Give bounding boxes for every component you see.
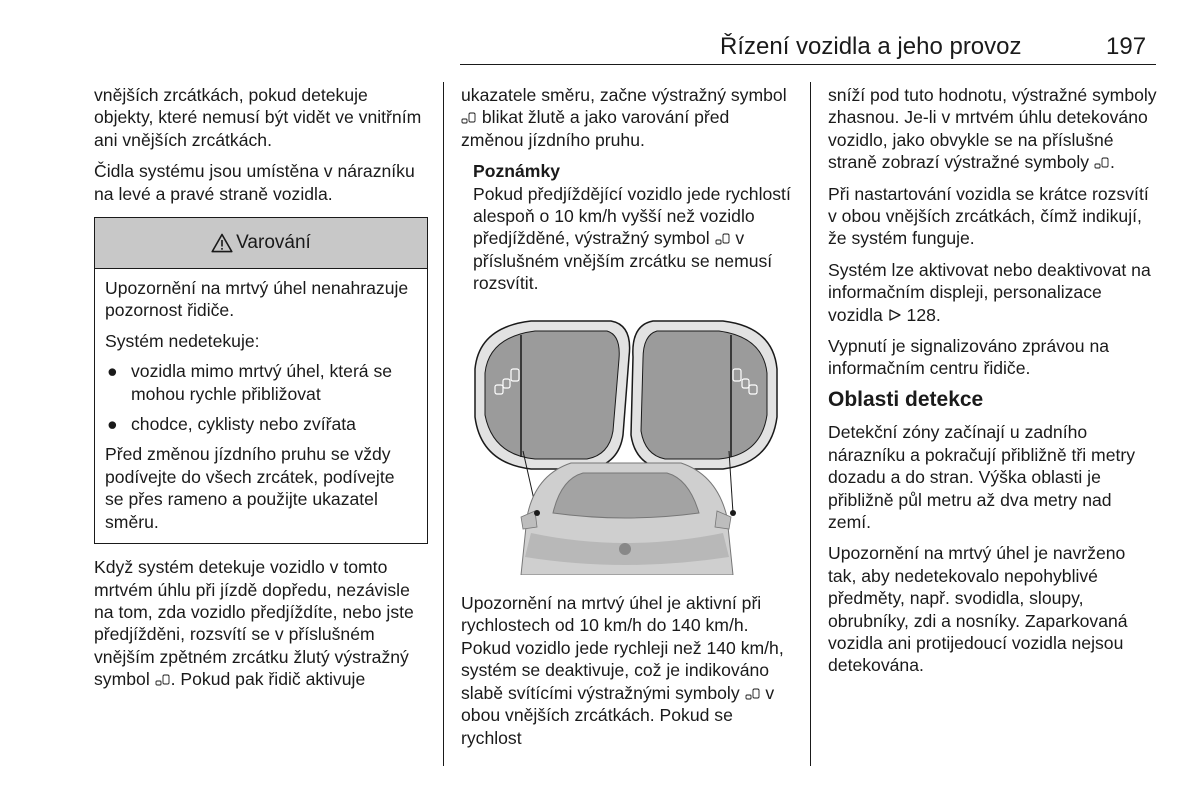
page-reference[interactable]: 128. bbox=[901, 304, 941, 325]
page-header-title: Řízení vozidla a jeho provoz bbox=[720, 33, 1022, 60]
column-divider-right bbox=[810, 82, 811, 766]
mirror-illustration bbox=[461, 317, 789, 575]
page-number: 197 bbox=[1106, 33, 1147, 60]
text-run: blikat žlutě a jako varování před změnou jízdního pruhu. bbox=[461, 107, 730, 150]
paragraph: Při nastartování vozidla se krátce rozsvítí v obou vnějších zrcátkách, čímž indikují, že systém funguje. bbox=[828, 183, 1149, 249]
blind-spot-warning-icon bbox=[1094, 156, 1110, 170]
blind-spot-warning-icon bbox=[155, 673, 171, 687]
warning-triangle-icon bbox=[211, 233, 233, 253]
paragraph: Detekční zóny začínají u zadního nárazníku a pokračují přibližně tři metry dozadu a do stran. Výška oblasti je přibližně půl metru až dva metry nad zemí. bbox=[828, 422, 1136, 532]
list-item bbox=[105, 360, 417, 405]
page-reference-arrow-icon[interactable] bbox=[888, 308, 902, 322]
bullet-icon: ● bbox=[107, 361, 118, 382]
paragraph: Čidla systému jsou umístěna v nárazníku na levé a pravé straně vozidla. bbox=[94, 161, 415, 204]
list-item-text: vozidla mimo mrtvý úhel, která se mohou rychle přibližovat bbox=[131, 361, 393, 404]
blind-spot-warning-icon bbox=[715, 232, 731, 246]
text-run: . Pokud pak řidič aktivuje bbox=[170, 669, 366, 690]
bullet-icon: ● bbox=[107, 414, 118, 435]
text-run: ukazatele směru, začne výstražný symbol bbox=[461, 85, 787, 105]
paragraph bbox=[94, 556, 428, 690]
header-rule bbox=[460, 64, 1156, 65]
paragraph bbox=[461, 592, 796, 749]
text-run: sníží pod tuto hodnotu, výstražné symboly zhasnou. Je-li v mrtvém úhlu detekováno vozidlo, jako obvykle se na příslušné straně zobrazí výstražné symboly bbox=[828, 85, 1157, 173]
list-item-text: chodce, cyklisty nebo zvířata bbox=[131, 414, 356, 435]
paragraph: Upozornění na mrtvý úhel je navrženo tak, aby nedetekovalo nepohyblivé předměty, např. svodidla, sloupy, obrubníky, zdi a nosníky. Zaparkovaná vozidla ani protijedoucí vozidla nejsou detekována. bbox=[828, 543, 1128, 676]
warning-body bbox=[95, 269, 427, 543]
column-1 bbox=[94, 84, 428, 700]
list-item bbox=[105, 413, 417, 435]
warning-text: Upozornění na mrtvý úhel nenahrazuje pozornost řidiče. bbox=[105, 278, 409, 321]
column-3 bbox=[828, 84, 1158, 686]
column-divider-left bbox=[443, 82, 444, 766]
text-run: Upozornění na mrtvý úhel je aktivní při rychlostech od 10 km/h do 140 km/h. Pokud vozidlo jede rychleji než 140 km/h, systém se deaktivuje, což je indikováno slabě svítícími výstražnými symboly bbox=[461, 593, 784, 703]
paragraph: vnějších zrcátkách, pokud detekuje objekty, které nemusí být vidět ve vnitřním ani vnějších zrcátkách. bbox=[94, 85, 422, 150]
paragraph: Vypnutí je signalizováno zprávou na informačním centru řidiče. bbox=[828, 336, 1110, 379]
warning-box bbox=[94, 217, 428, 544]
warning-title: Varování bbox=[236, 231, 311, 253]
car-rear-illustration bbox=[521, 463, 736, 575]
text-run: v obou vnějších zrcátkách. Pokud se rychlost bbox=[461, 682, 775, 748]
text-run: v příslušném vnějším zrcátku se nemusí rozsvítit. bbox=[473, 228, 773, 294]
blind-spot-warning-icon bbox=[461, 111, 477, 125]
warning-text: Systém nedetekuje: bbox=[105, 330, 260, 351]
column-2 bbox=[461, 84, 796, 758]
section-heading: Oblasti detekce bbox=[828, 387, 984, 411]
text-run: Systém lze aktivovat nebo deaktivovat na informačním displeji, personalizace vozidla bbox=[828, 259, 1151, 325]
note-text bbox=[473, 183, 796, 295]
note-box bbox=[461, 160, 796, 294]
paragraph bbox=[461, 84, 796, 151]
text-run: Pokud předjíždějící vozidlo jede rychlostí alespoň o 10 km/h vyšší než vozidlo předjížděné, výstražný symbol bbox=[473, 183, 791, 249]
paragraph bbox=[828, 84, 1158, 174]
warning-text: Před změnou jízdního pruhu se vždy podívejte do všech zrcátek, podívejte se přes rameno a použijte ukazatel směru. bbox=[105, 444, 395, 532]
note-title: Poznámky bbox=[473, 161, 561, 182]
warning-header bbox=[95, 218, 427, 269]
text-run: . bbox=[1109, 152, 1115, 173]
text-run: Když systém detekuje vozidlo v tomto mrtvém úhlu při jízdě dopředu, nezávisle na tom, zda vozidlo předjíždíte, nebo jste předjížděni, rozsvítí se v příslušném vnějším zpětném zrcátku žlutý výstražný symbol bbox=[94, 557, 414, 690]
paragraph bbox=[828, 259, 1158, 326]
blind-spot-warning-icon bbox=[745, 687, 761, 701]
